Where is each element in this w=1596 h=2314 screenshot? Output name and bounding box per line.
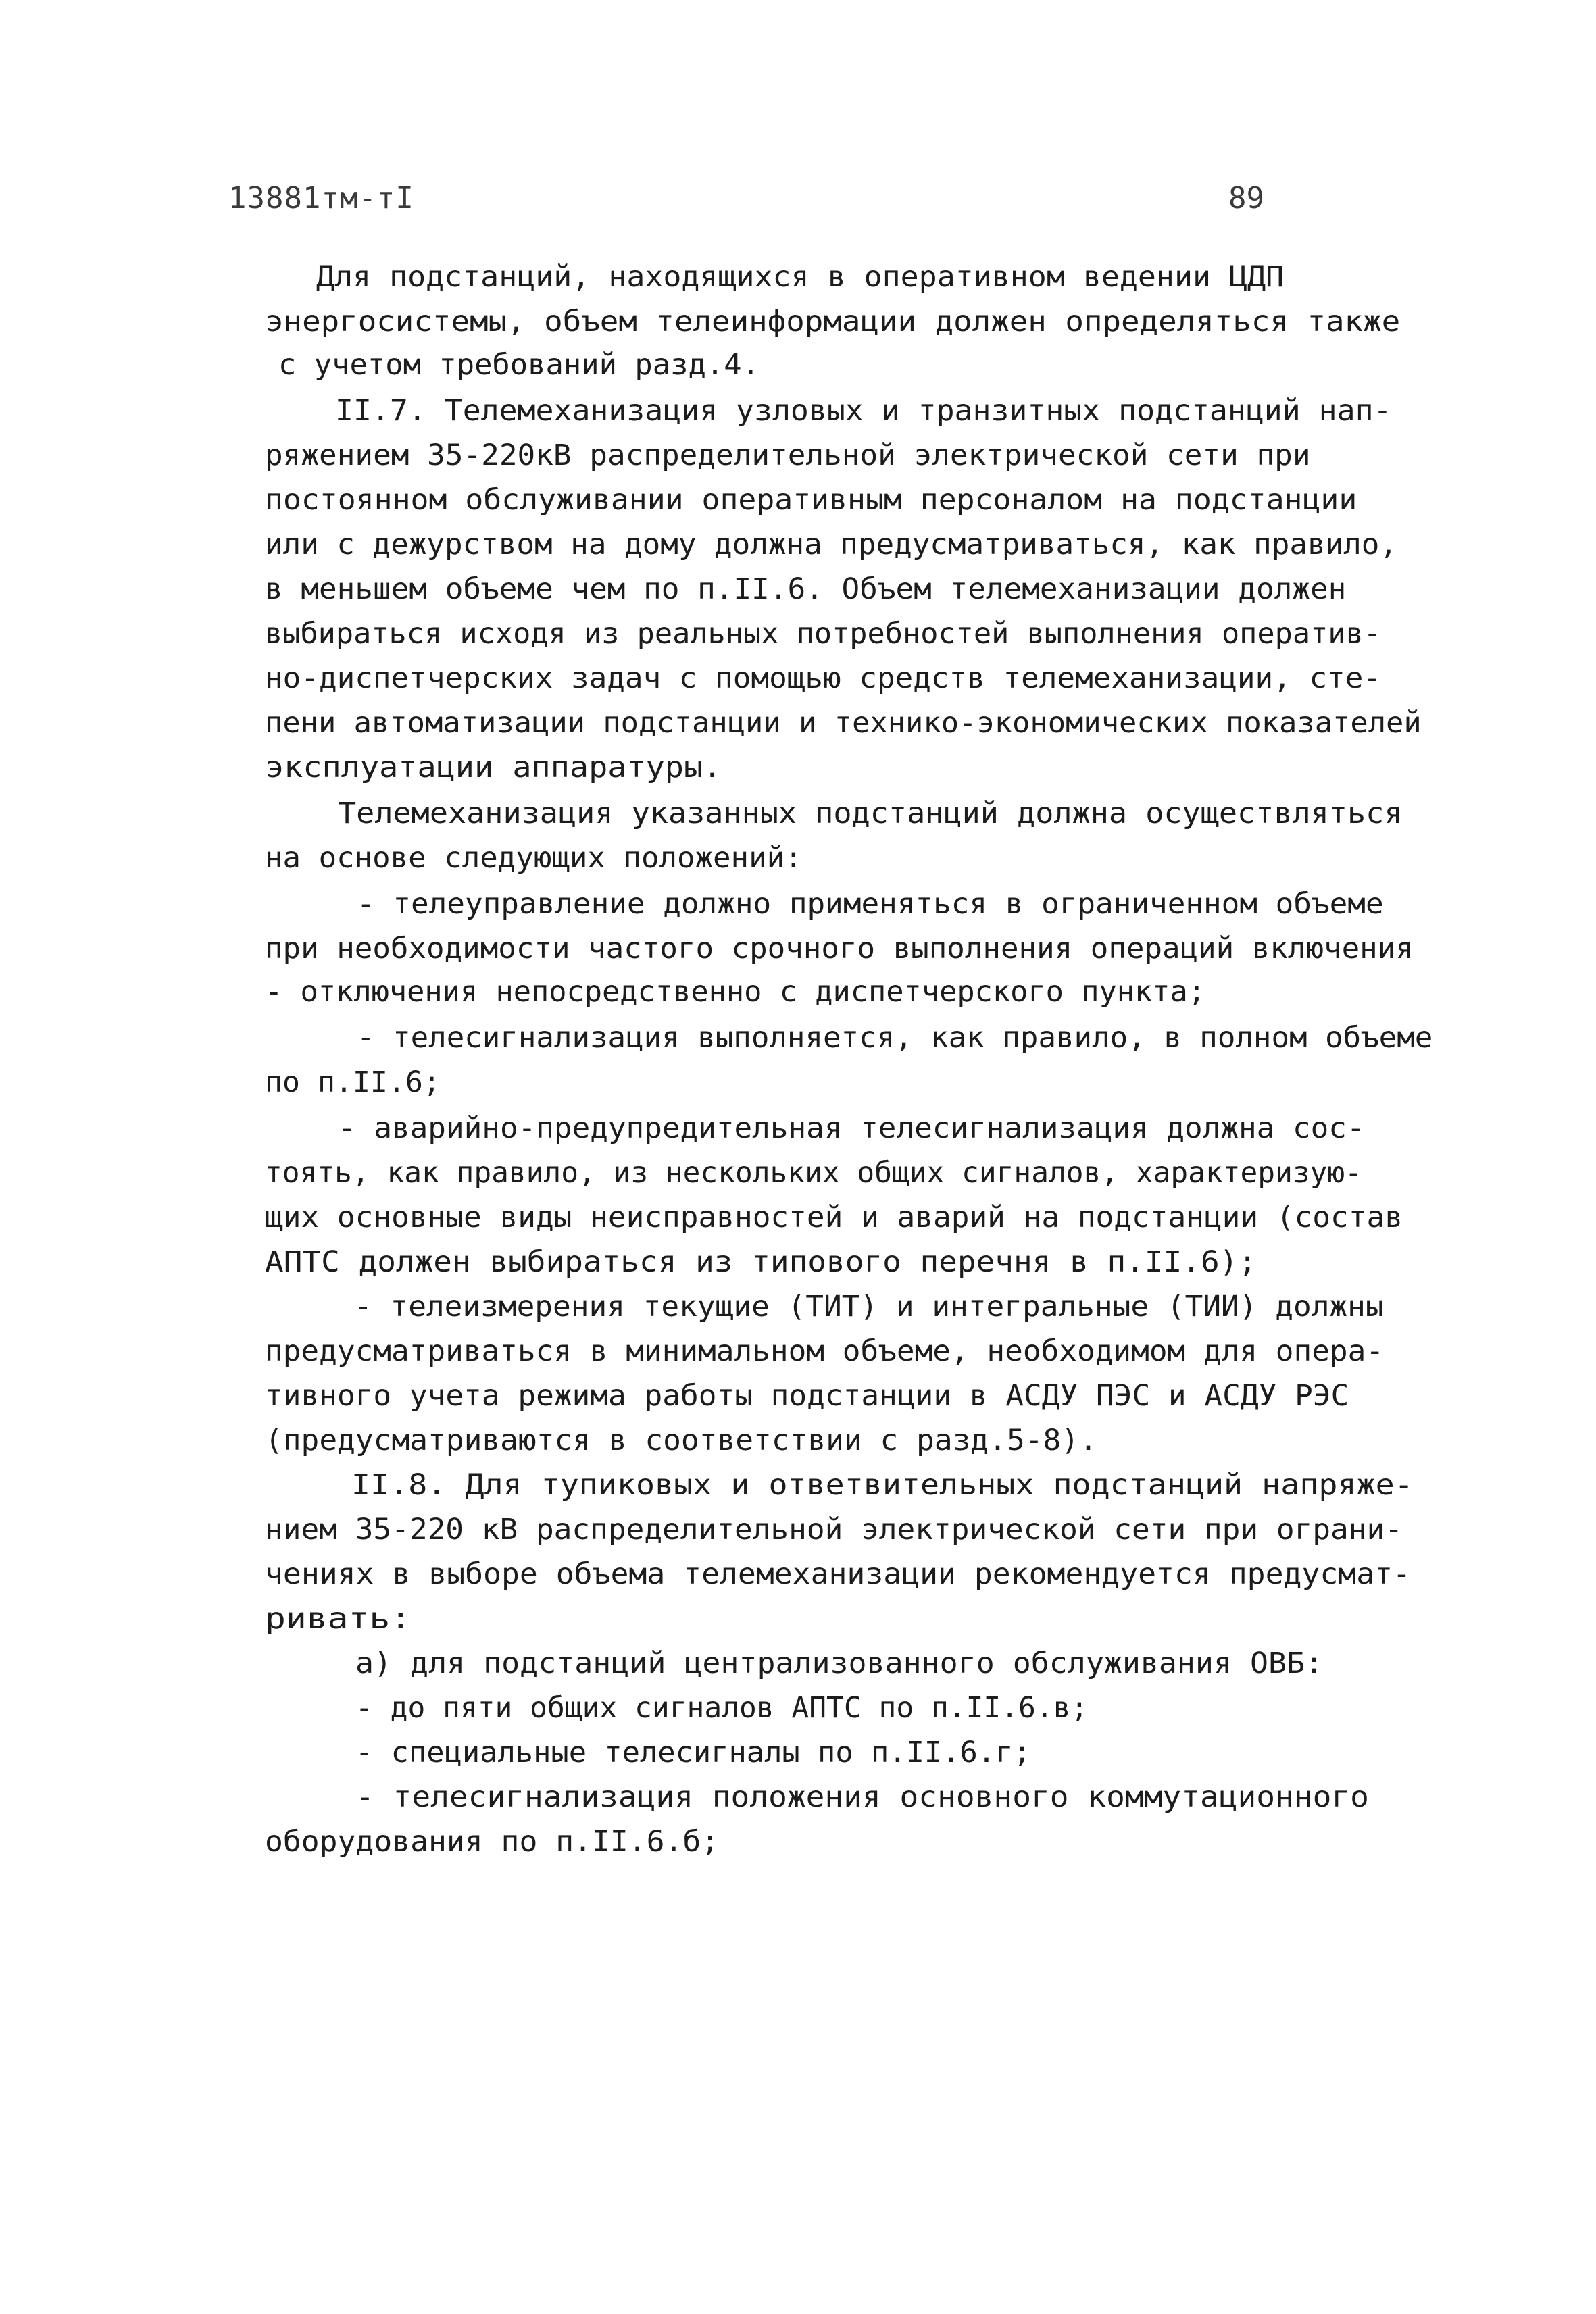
text-line: ряжением 35-220кВ распределительной электрической сети при [265,438,1311,472]
text-line: энергосистемы, объем телеинформации должен определяться также [265,305,1401,338]
list-item: а) для подстанций централизованного обслуживания ОВБ: [355,1646,1324,1680]
text-line: при необходимости частого срочного выполнения операций включения [265,932,1414,965]
text-line: тоять, как правило, из нескольких общих сигналов, характеризую- [265,1156,1362,1190]
text-line: нием 35-220 кВ распределительной электрической сети при ограни- [265,1513,1403,1546]
text-line: оборудования по п.II.6.б; [265,1825,720,1859]
page-number: 89 [1228,181,1264,216]
text-line: в меньшем объеме чем по п.II.6. Объем телемеханизации должен [265,572,1347,606]
text-line: Телемеханизация указанных подстанций должна осуществляться [338,797,1403,830]
text-line: эксплуатации аппаратуры. [265,751,722,784]
text-line: Для подстанций, находящихся в оперативном ведении ЦДП [316,260,1285,294]
text-line: по п.II.6; [265,1065,441,1099]
text-line: с учетом требований разд.4. [278,348,759,382]
text-line: постоянном обслуживании оперативным персоналом на подстанции [265,483,1357,517]
section-11-7-line: II.7. Телемеханизация узловых и транзитных подстанций нап- [335,394,1392,428]
text-line: на основе следующих положений: [265,841,803,875]
text-line: ривать: [265,1602,412,1636]
text-line: предусматриваться в минимальном объеме, необходимом для опера- [265,1334,1385,1368]
text-line: тивного учета режима работы подстанции в АСДУ ПЭС и АСДУ РЭС [265,1379,1349,1413]
section-11-8-line: II.8. Для тупиковых и ответвительных подстанций напряже- [351,1468,1414,1502]
list-item: - до пяти общих сигналов АПТС по п.II.6.в; [355,1691,1089,1725]
text-line: АПТС должен выбираться из типового перечня в п.II.6); [265,1245,1257,1279]
text-line: - отключения непосредственно с диспетчерского пункта; [265,975,1206,1009]
text-line: или с дежурством на дому должна предусматриваться, как правило, [265,528,1397,561]
page-header-code: 13881тм-тI [228,181,414,216]
text-line: щих основные виды неисправностей и аварий на подстанции (состав [265,1201,1403,1234]
list-item: - телесигнализация положения основного коммутационного [355,1780,1369,1814]
text-line: выбираться исходя из реальных потребностей выполнения оператив- [265,617,1381,651]
list-item: - телесигнализация выполняется, как правило, в полном объеме [357,1021,1433,1055]
text-line: пени автоматизации подстанции и технико-экономических показателей [265,706,1422,740]
list-item: - телеуправление должно применяться в ограниченном объеме [357,887,1384,921]
text-line: но-диспетчерских задач с помощью средств телемеханизации, сте- [265,661,1382,695]
list-item: - телеизмерения текущие (ТИТ) и интегральные (ТИИ) должны [354,1290,1384,1324]
text-line: чениях в выборе объема телемеханизации рекомендуется предусмат- [265,1557,1411,1591]
text-line: (предусматриваются в соответствии с разд.5-8). [265,1424,1097,1457]
list-item: - аварийно-предупредительная телесигнализация должна сос- [338,1111,1365,1145]
list-item: - специальные телесигналы по п.II.6.г; [355,1736,1031,1769]
